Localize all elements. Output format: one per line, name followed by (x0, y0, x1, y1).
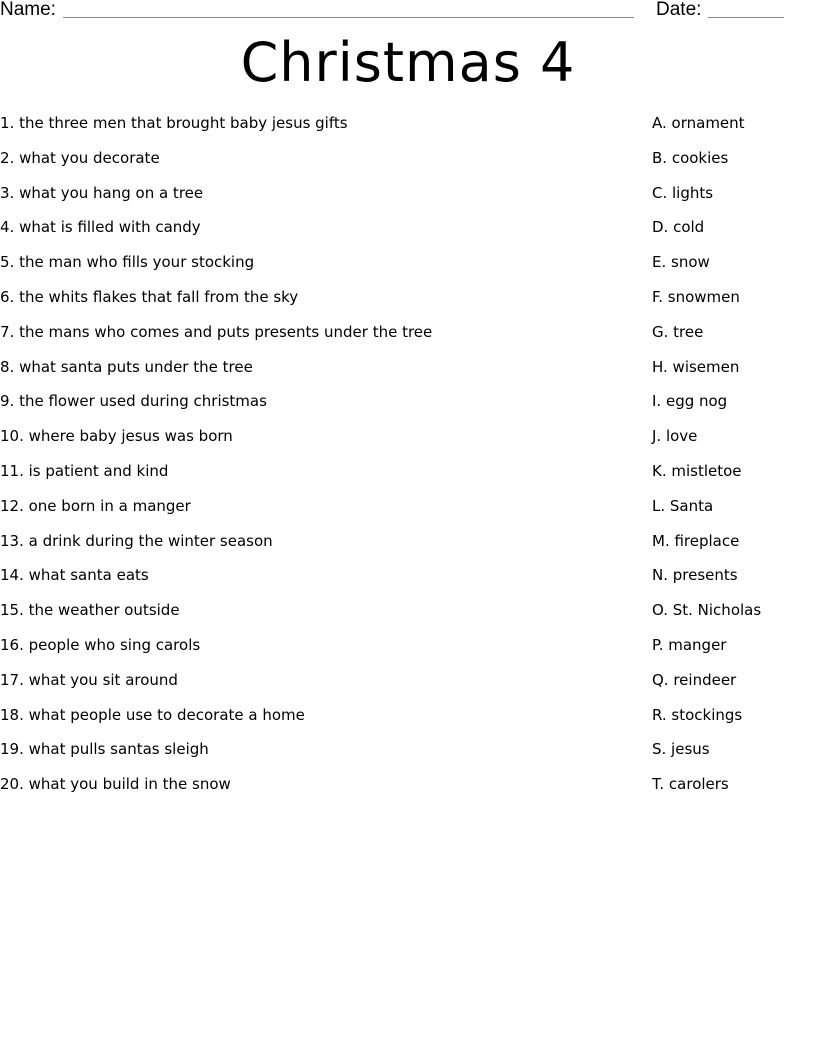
worksheet-header (0, 0, 816, 26)
question-item: 1. the three men that brought baby jesus gifts (0, 114, 348, 132)
answer-item: R. stockings (652, 705, 743, 724)
question-item: 14. what santa eats (0, 566, 149, 585)
answer-item: K. mistletoe (652, 461, 742, 480)
answer-item: O. St. Nicholas (652, 601, 762, 620)
name-line (63, 17, 634, 18)
question-item: 18. what people use to decorate a home (0, 705, 305, 724)
question-item: 4. what is filled with candy (0, 218, 201, 237)
question-item: 19. what pulls santas sleigh (0, 740, 209, 759)
answer-item: G. tree (652, 322, 704, 341)
question-item: 2. what you decorate (0, 148, 160, 167)
page-title: Christmas 4 (240, 31, 576, 94)
answer-list (652, 111, 816, 807)
question-item: 11. is patient and kind (0, 461, 169, 480)
answer-item: J. love (652, 427, 698, 446)
answer-item: E. snow (652, 253, 710, 272)
question-item: 9. the flower used during christmas (0, 392, 267, 411)
answer-item: M. fireplace (652, 531, 740, 550)
answer-item: P. manger (652, 635, 727, 654)
question-item: 10. where baby jesus was born (0, 427, 233, 446)
question-item: 6. the whits flakes that fall from the sky (0, 287, 299, 306)
question-item: 20. what you build in the snow (0, 775, 231, 794)
answer-item: A. ornament (652, 114, 745, 132)
answer-item: D. cold (652, 218, 705, 237)
question-item: 17. what you sit around (0, 670, 178, 689)
answer-item: Q. reindeer (652, 670, 737, 689)
answer-item: N. presents (652, 566, 738, 585)
answer-item: T. carolers (652, 775, 729, 794)
answer-item: L. Santa (652, 496, 714, 515)
question-item: 7. the mans who comes and puts presents under the tree (0, 322, 433, 341)
answer-item: I. egg nog (652, 392, 728, 411)
answer-item: H. wisemen (652, 357, 740, 376)
date-label: Date: (656, 0, 702, 20)
answer-item: F. snowmen (652, 287, 740, 306)
answer-item: B. cookies (652, 148, 729, 167)
name-label: Name: (0, 0, 56, 20)
answer-item: S. jesus (652, 740, 710, 759)
question-item: 12. one born in a manger (0, 496, 191, 515)
question-item: 5. the man who fills your stocking (0, 253, 255, 272)
question-list (0, 111, 640, 807)
question-item: 13. a drink during the winter season (0, 531, 273, 550)
date-line (708, 17, 784, 18)
question-item: 15. the weather outside (0, 601, 180, 620)
answer-item: C. lights (652, 183, 714, 202)
question-item: 3. what you hang on a tree (0, 183, 204, 202)
question-item: 16. people who sing carols (0, 635, 201, 654)
question-item: 8. what santa puts under the tree (0, 357, 253, 376)
